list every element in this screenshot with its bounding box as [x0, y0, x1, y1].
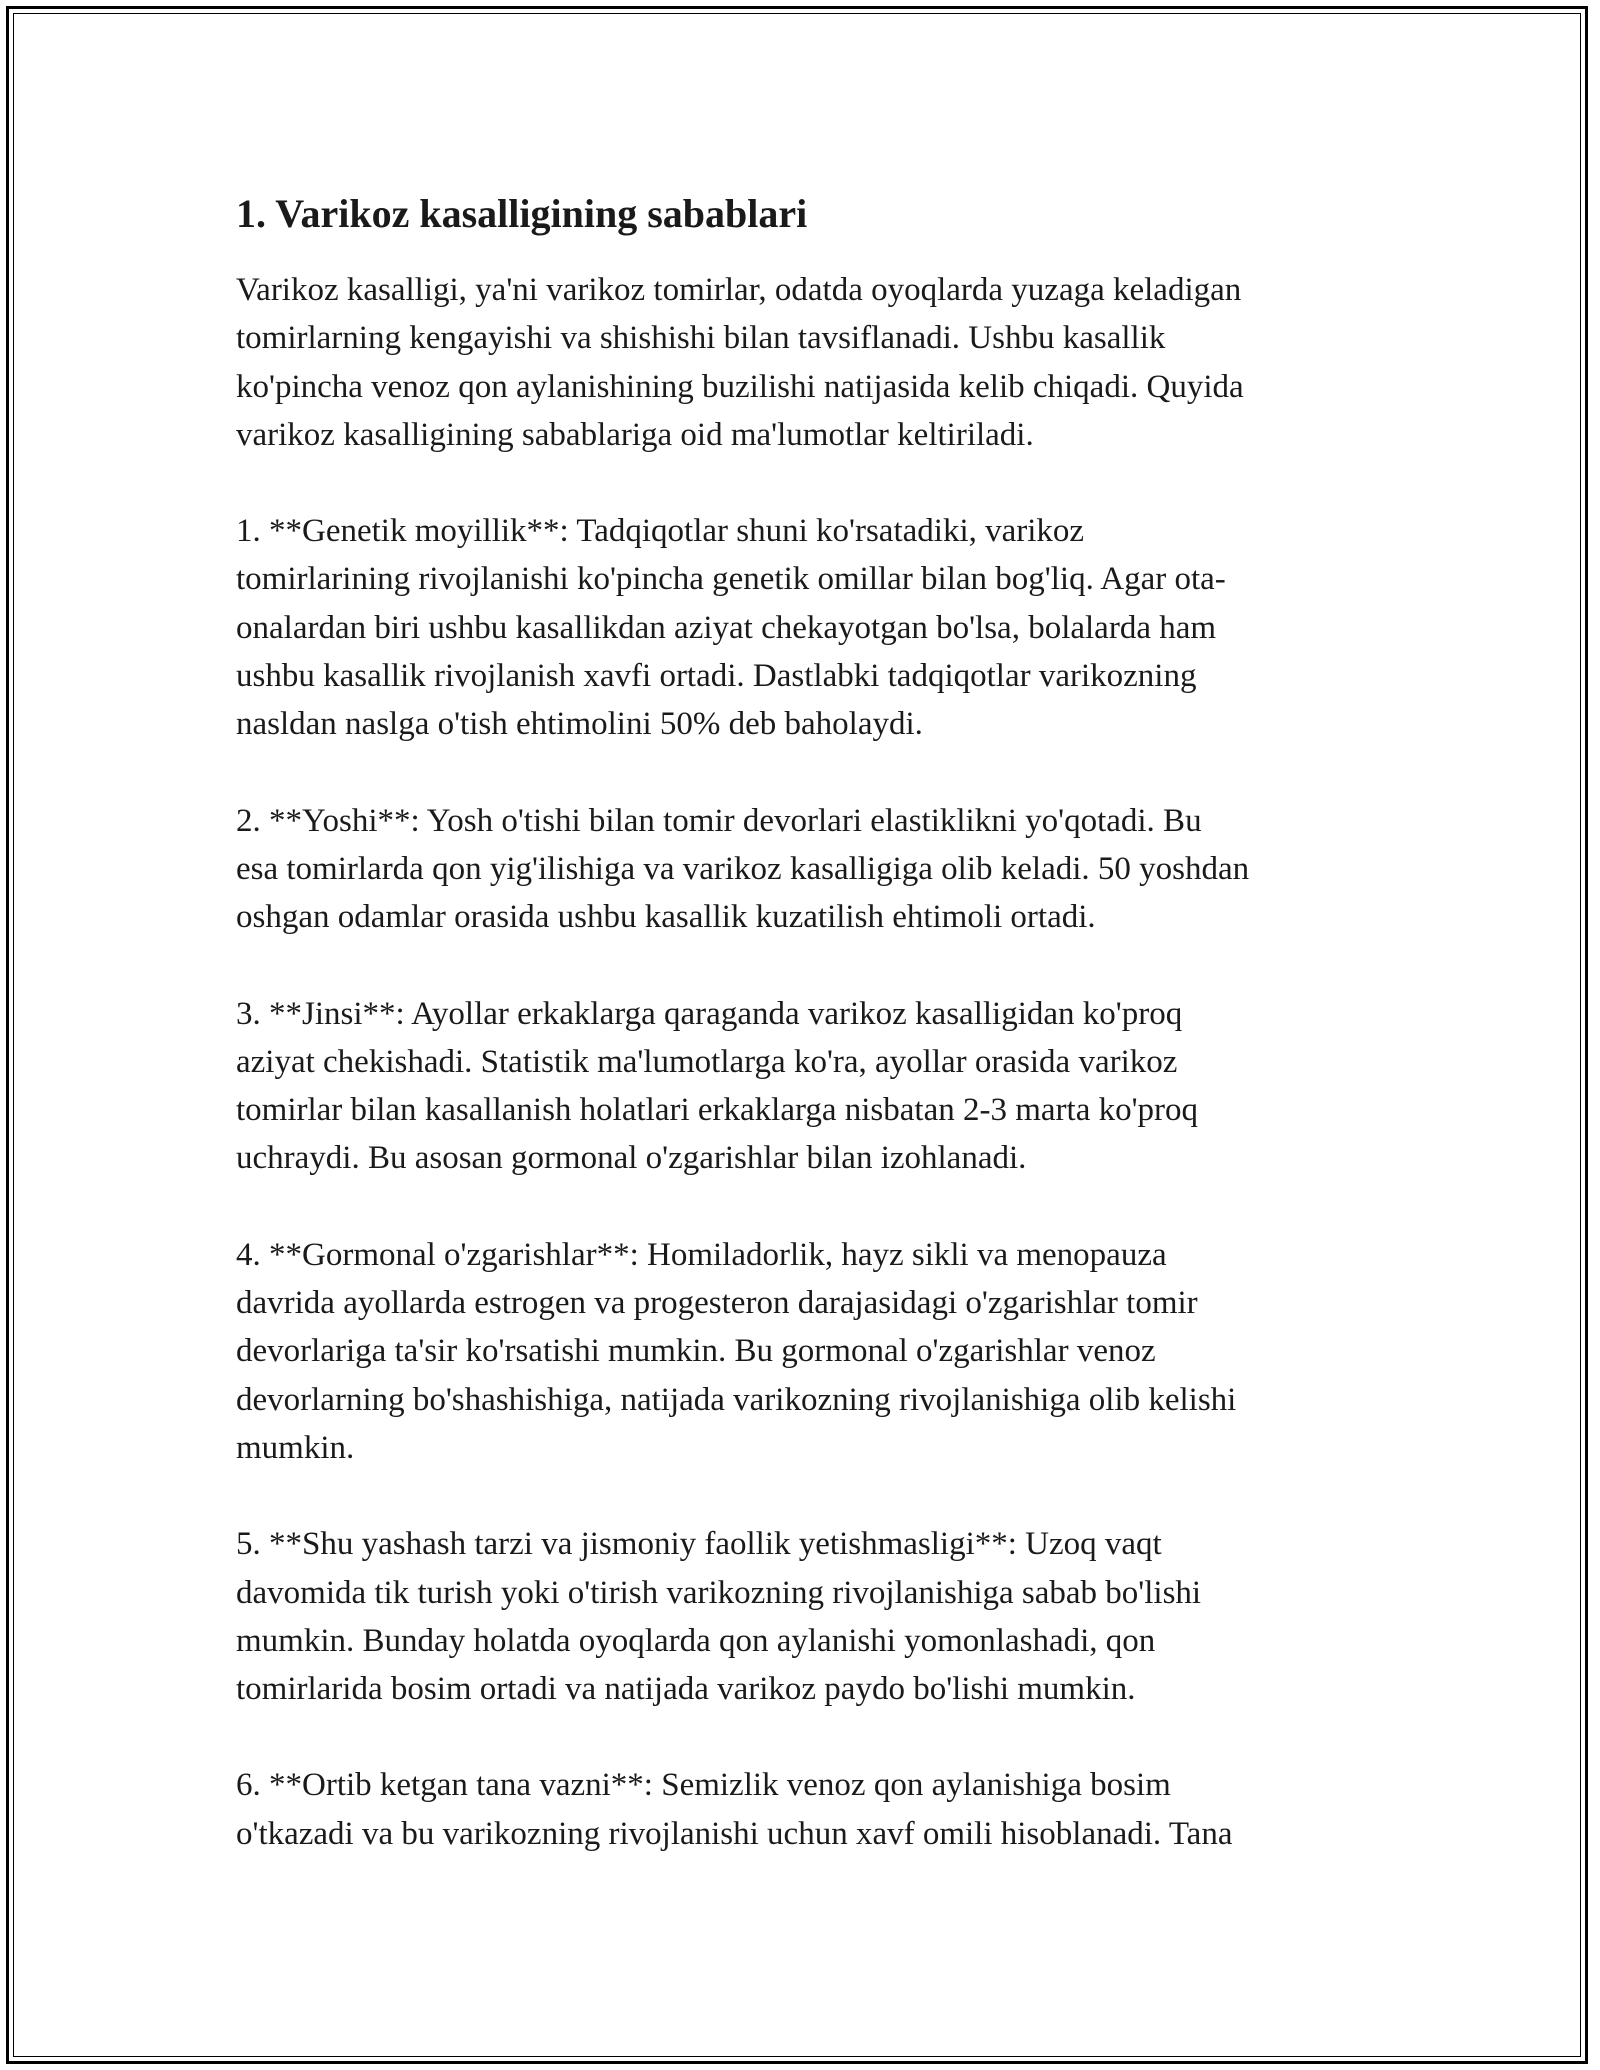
section-heading: 1. Varikoz kasalligining sabablari [236, 191, 808, 236]
cause-lifestyle-paragraph: 5. **Shu yashash tarzi va jismoniy faollik yetishmasligi**: Uzoq vaqt davomida tik turish yoki o'tirish varikozning rivojlanishiga sabab bo'lishi mumkin. Bunday holatda oyoqlarda qon aylanishi yomonlashadi, qon tomirlarida bosim ortadi va natijada varikoz paydo bo'lishi mumkin. [236, 1526, 1202, 1708]
cause-genetic-paragraph: 1. **Genetik moyillik**: Tadqiqotlar shuni ko'rsatadiki, varikoz tomirlarining rivojlanishi ko'pincha genetik omillar bilan bog'liq. Agar ota- onalardan biri ushbu kasallikdan aziyat chekayotgan bo'lsa, bolalarda ham ushbu kasallik rivojlanish xavfi ortadi. Dastlabki tadqiqotlar varikozning nasldan naslga o'tish ehtimolini 50% deb baholaydi. [236, 513, 1226, 743]
cause-gender-paragraph: 3. **Jinsi**: Ayollar erkaklarga qaraganda varikoz kasalligidan ko'proq aziyat chekishadi. Statistik ma'lumotlarga ko'ra, ayollar orasida varikoz tomirlar bilan kasallanish holatlari erkaklarga nisbatan 2-3 marta ko'proq uchraydi. Bu asosan gormonal o'zgarishlar bilan izohlanadi. [236, 995, 1199, 1177]
cause-weight-paragraph: 6. **Ortib ketgan tana vazni**: Semizlik venoz qon aylanishiga bosim o'tkazadi va bu varikozning rivojlanishi uchun xavf omili hisoblanadi. Tana [236, 1767, 1233, 1852]
intro-paragraph: Varikoz kasalligi, ya'ni varikoz tomirlar, odatda oyoqlarda yuzaga keladigan tomirlarning kengayishi va shishishi bilan tavsiflanadi. Ushbu kasallik ko'pincha venoz qon aylanishining buzilishi natijasida kelib chiqadi. Quyida varikoz kasalligining sabablariga oid ma'lumotlar keltiriladi. [236, 272, 1244, 453]
cause-hormonal-paragraph: 4. **Gormonal o'zgarishlar**: Homiladorlik, hayz sikli va menopauza davrida ayollarda estrogen va progesteron darajasidagi o'zgarishlar tomir devorlariga ta'sir ko'rsatishi mumkin. Bu gormonal o'zgarishlar venoz devorlarning bo'shashishiga, natijada varikozning rivojlanishiga olib kelishi mumkin. [236, 1236, 1237, 1466]
cause-age-paragraph: 2. **Yoshi**: Yosh o'tishi bilan tomir devorlari elastiklikni yo'qotadi. Bu esa tomirlarda qon yig'ilishiga va varikoz kasalligiga olib keladi. 50 yoshdan oshgan odamlar orasida ushbu kasallik kuzatilish ehtimoli ortadi. [236, 802, 1250, 936]
document-body [236, 180, 1376, 1906]
